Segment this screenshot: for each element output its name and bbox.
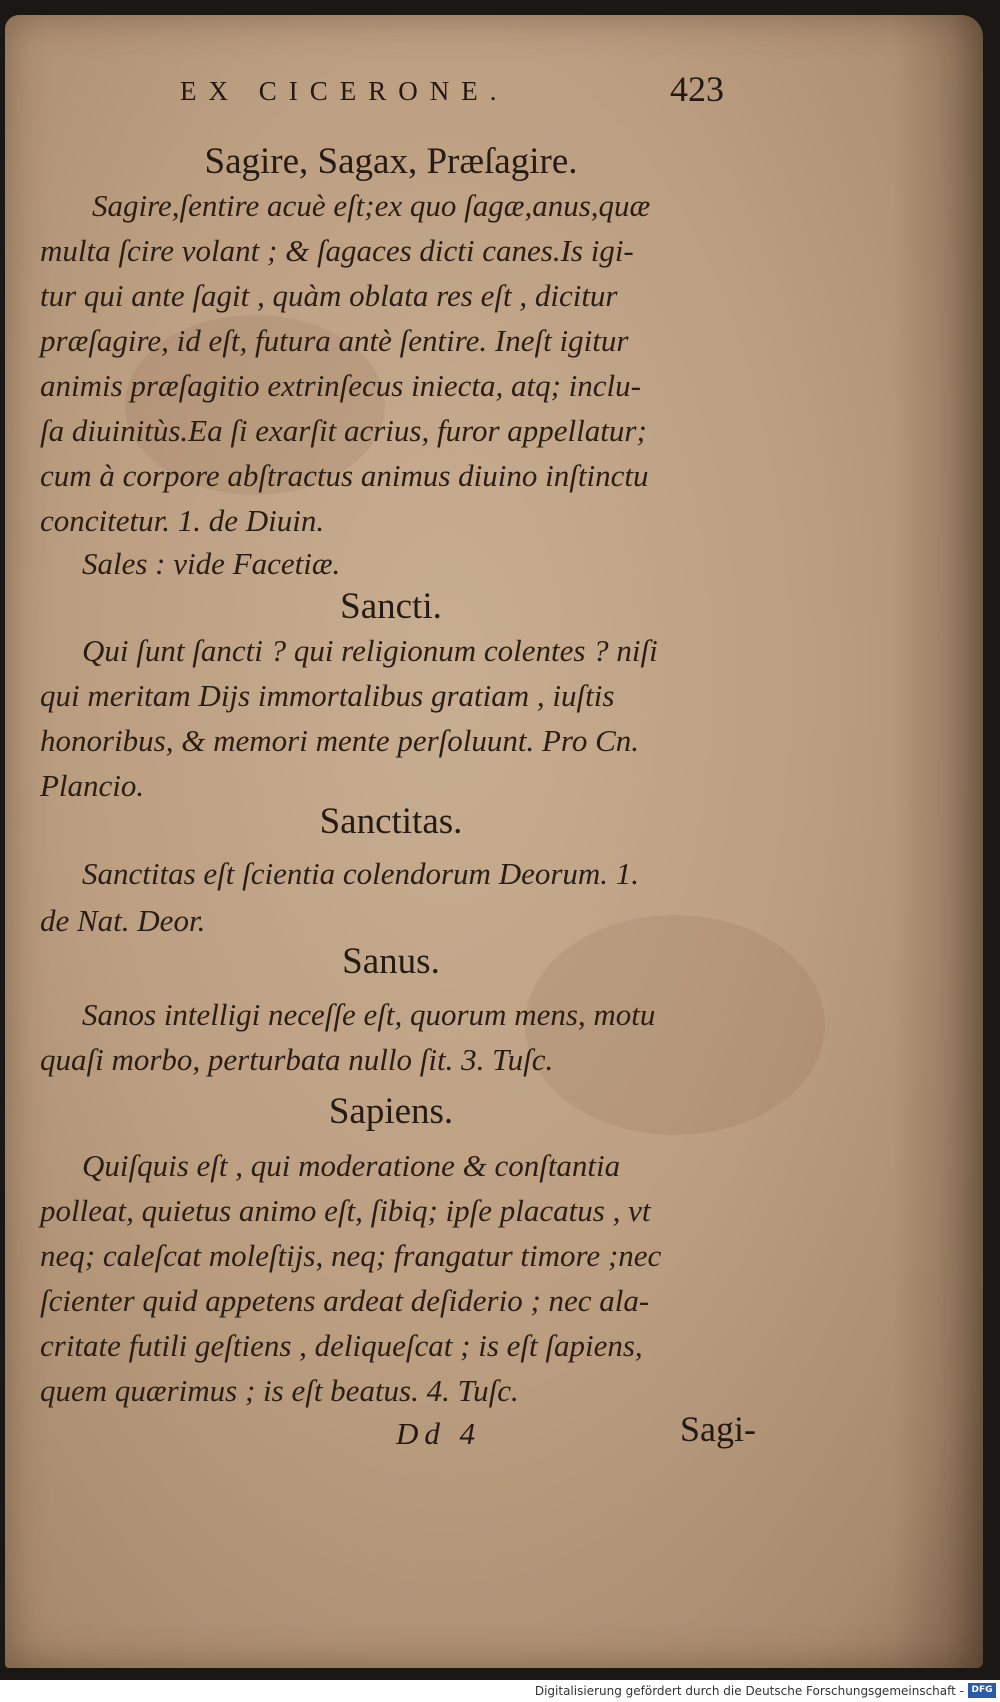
dfg-logo-icon: DFG <box>968 1683 996 1698</box>
text-line: cum à corpore abſtractus animus diuino inſtinctu <box>40 458 649 493</box>
text-line: Sanos intelligi neceſſe eſt, quorum mens, motu <box>82 997 656 1032</box>
text-line: Quiſquis eſt , qui moderatione & conſtantia <box>82 1148 621 1183</box>
section-heading: Sanus. <box>342 941 440 982</box>
text-line: de Nat. Deor. <box>40 903 206 938</box>
page-shadow <box>893 15 983 1668</box>
section-heading: Sagire, Sagax, Præſagire. <box>204 141 578 182</box>
text-line: neq; caleſcat moleſtijs, neq; frangatur timore ;nec <box>40 1238 662 1273</box>
text-line: honoribus, & memori mente perſoluunt. Pro Cn. <box>40 723 640 758</box>
text-line: polleat, quietus animo eſt, ſibiq; ipſe placatus , vt <box>40 1193 651 1228</box>
signature-mark: Dd 4 <box>396 1416 482 1451</box>
text-line: Plancio. <box>40 768 145 803</box>
text-line: multa ſcire volant ; & ſagaces dicti canes.Is igi- <box>40 233 634 268</box>
catchword: Sagi- <box>680 1409 756 1449</box>
text-line: animis præſagitio extrinſecus iniecta, atq; inclu- <box>40 368 641 403</box>
text-line: ſa diuinitùs.Ea ſi exarſit acrius, furor appellatur; <box>40 413 647 448</box>
text-line: Sales : vide Facetiæ. <box>82 546 341 581</box>
text-line: ſcienter quid appetens ardeat deſiderio ; nec ala- <box>40 1283 650 1318</box>
text-line: qui meritam Dijs immortalibus gratiam , iuſtis <box>40 678 615 713</box>
running-head-title: EX CICERONE. <box>180 76 509 106</box>
text-line: critate futili geſtiens , deliqueſcat ; is eſt ſapiens, <box>40 1328 643 1363</box>
text-line: Sanctitas eſt ſcientia colendorum Deorum. 1. <box>82 856 640 891</box>
text-line: Sagire,ſentire acuè eſt;ex quo ſagæ,anus,quæ <box>92 188 651 223</box>
section-heading: Sapiens. <box>328 1091 454 1132</box>
page-number: 423 <box>670 69 724 109</box>
section-heading: Sancti. <box>340 586 442 627</box>
text-line: quem quærimus ; is eſt beatus. 4. Tuſc. <box>40 1373 519 1408</box>
text-line: præſagire, id eſt, futura antè ſentire. Ineſt igitur <box>40 323 629 358</box>
catchline <box>36 1408 756 1458</box>
section-heading: Sanctitas. <box>319 801 463 842</box>
running-head <box>150 68 740 118</box>
text-line: Qui ſunt ſancti ? qui religionum colentes ? niſi <box>82 633 658 668</box>
digitization-footer <box>0 1680 1000 1702</box>
text-line: concitetur. 1. de Diuin. <box>40 503 325 538</box>
funding-credit: Digitalisierung gefördert durch die Deutsche Forschungsgemeinschaft - <box>534 1684 964 1698</box>
text-line: quaſi morbo, perturbata nullo ſit. 3. Tuſc. <box>40 1042 554 1077</box>
text-line: tur qui ante ſagit , quàm oblata res eſt , dicitur <box>40 278 618 313</box>
